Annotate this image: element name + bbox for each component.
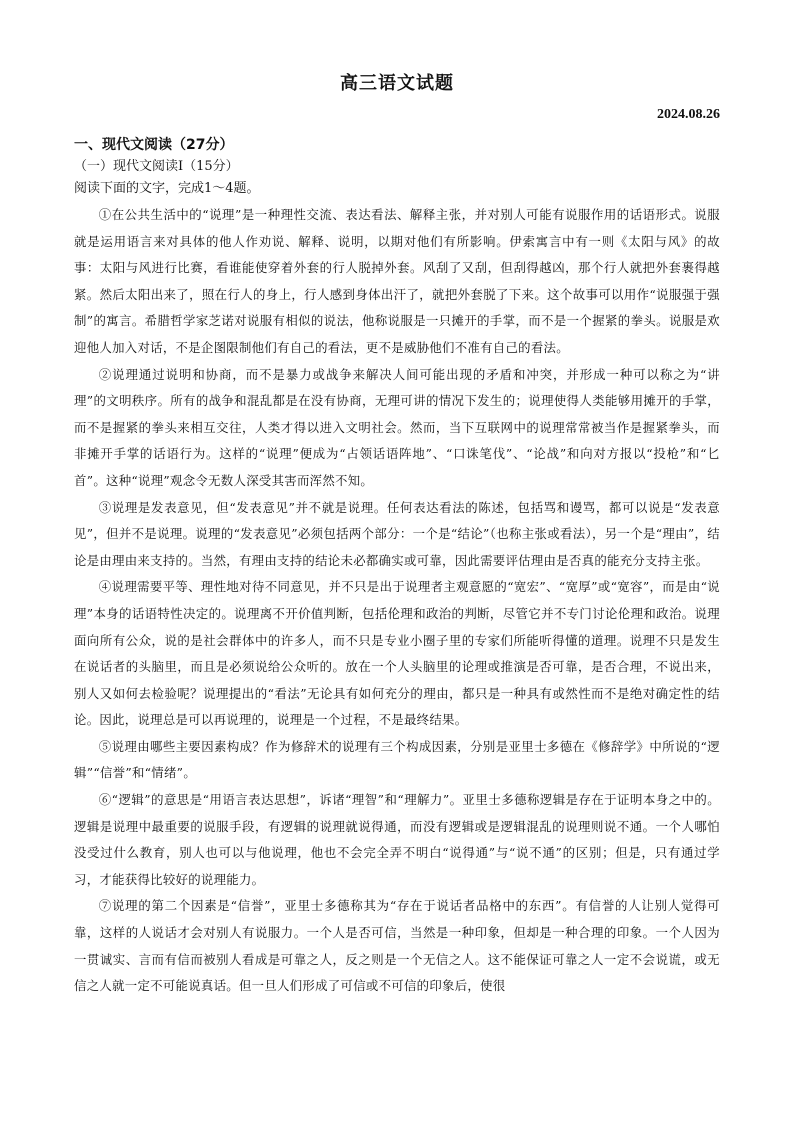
paragraph-6: ⑥“逻辑”的意思是“用语言表达思想”，诉诸“理智”和“理解力”。亚里士多德称逻辑是存在于证明本身之中的。逻辑是说理中最重要的说服手段，有逻辑的说理就说得通，而没有逻辑或是逻辑混乱的说理则说不通。一个人哪怕没受过什么教育，别人也可以与他说理，他也不会完全弄不明白“说得通”与“说不通”的区别；但是，只有通过学习，才能获得比较好的说理能力。 bbox=[74, 792, 720, 887]
reading-instruction: 阅读下面的文字，完成1～4题。 bbox=[74, 181, 260, 196]
paragraph-5: ⑤说理由哪些主要因素构成？作为修辞术的说理有三个构成因素，分别是亚里士多德在《修辞学》中所说的“逻辑”“信誉”和“情绪”。 bbox=[74, 738, 720, 781]
exam-date: 2024.08.26 bbox=[657, 107, 720, 122]
paragraph-7: ⑦说理的第二个因素是“信誉”，亚里士多德称其为“存在于说话者品格中的东西”。有信誉的人让别人觉得可靠，这样的人说话才会对别人有说服力。一个人是否可信，当然是一种印象，但却是一种合理的印象。一个人因为一贯诚实、言而有信而被别人看成是可靠之人，反之则是一个无信之人。这不能保证可靠之人一定不会说谎，或无信之人就一定不可能说真话。但一旦人们形成了可信或不可信的印象后，使很 bbox=[74, 898, 720, 994]
paragraph-3: ③说理是发表意见，但“发表意见”并不就是说理。任何表达看法的陈述，包括骂和谩骂，都可以说是“发表意见”，但并不是说理。说理的“发表意见”必须包括两个部分：一个是“结论”（也称主张或看法），另一个是“理由”，结论是由理由来支持的。当然，有理由支持的结论未必都确实或可靠，因此需要评估理由是否真的能充分支持主张。 bbox=[74, 499, 720, 568]
paragraph-2: ②说理通过说明和协商，而不是暴力或战争来解决人间可能出现的矛盾和冲突，并形成一种可以称之为“讲理”的文明秩序。所有的战争和混乱都是在没有协商，无理可讲的情况下发生的；说理使得人类能够用摊开的手掌，而不是握紧的拳头来相互交往，人类才得以进入文明社会。然而，当下互联网中的说理常常被当作是握紧拳头，而非摊开手掌的话语行为。这样的“说理”便成为“占领话语阵地”、“口诛笔伐”、“论战”和向对方报以“投枪”和“匕首”。这种“说理”观念令无数人深受其害而浑然不知。 bbox=[74, 366, 720, 488]
section-heading: 一、现代文阅读（27分） bbox=[74, 137, 234, 153]
document-page bbox=[74, 72, 720, 1000]
paragraph-1: ①在公共生活中的“说理”是一种理性交流、表达看法、解释主张，并对别人可能有说服作用的话语形式。说服就是运用语言来对具体的他人作劝说、解释、说明，以期对他们有所影响。伊索寓言中有一则《太阳与风》的故事：太阳与风进行比赛，看谁能使穿着外套的行人脱掉外套。风刮了又刮，但刮得越凶，那个行人就把外套裹得越紧。然后太阳出来了，照在行人的身上，行人感到身体出汗了，就把外套脱了下来。这个故事可以用作“说服强于强制”的寓言。希腊哲学家芝诺对说服有相似的说法，他称说服是一只摊开的手掌，而不是一个握紧的拳头。说服是欢迎他人加入对话，不是企图限制他们有自己的看法，更不是威胁他们不准有自己的看法。 bbox=[74, 207, 720, 355]
paragraph-4: ④说理需要平等、理性地对待不同意见，并不只是出于说理者主观意愿的“宽宏”、“宽厚”或“宽容”，而是由“说理”本身的话语特性决定的。说理离不开价值判断，包括伦理和政治的判断，尽管它并不专门讨论伦理和政治。说理面向所有公众，说的是社会群体中的许多人，而不只是专业小圈子里的专家们所能听得懂的道理。说理不只是发生在说话者的头脑里，而且是必须说给公众听的。放在一个人头脑里的论理或推演是否可靠，是否合理，不说出来，别人又如何去检验呢？说理提出的“看法”无论具有如何充分的理由，都只是一种具有或然性而不是绝对确定性的结论。因此，说理总是可以再说理的，说理是一个过程，不是最终结果。 bbox=[74, 579, 720, 728]
page-title: 高三语文试题 bbox=[340, 73, 454, 94]
subsection-heading: （一）现代文阅读Ⅰ（15分） bbox=[74, 159, 239, 174]
